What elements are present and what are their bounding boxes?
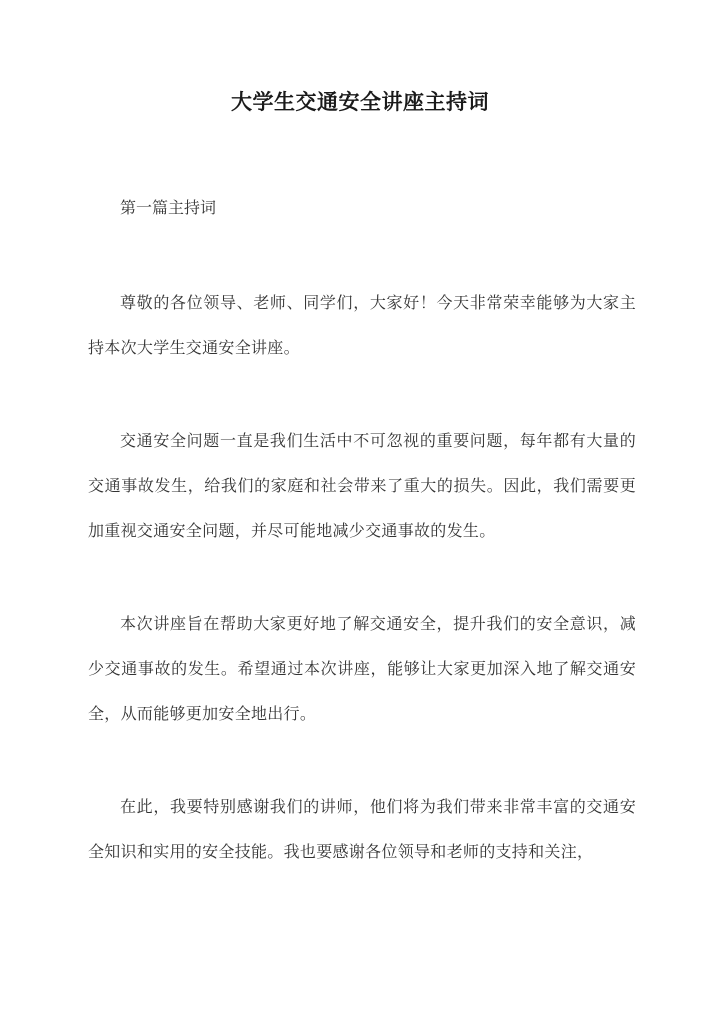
paragraph-traffic-problem: 交通安全问题一直是我们生活中不可忽视的重要问题，每年都有大量的交通事故发生，给我们的家庭和社会带来了重大的损失。因此，我们需要更加重视交通安全问题，并尽可能地减少交通事故的发生。: [88, 431, 636, 540]
paragraph-greeting: 尊敬的各位领导、老师、同学们，大家好！今天非常荣幸能够为大家主持本次大学生交通安全讲座。: [88, 293, 636, 357]
paragraph-lecture-purpose: 本次讲座旨在帮助大家更好地了解交通安全，提升我们的安全意识，减少交通事故的发生。希望通过本次讲座，能够让大家更加深入地了解交通安全，从而能够更加安全地出行。: [88, 614, 636, 723]
paragraph-thanks: 在此，我要特别感谢我们的讲师，他们将为我们带来非常丰富的交通安全知识和实用的安全技能。我也要感谢各位领导和老师的支持和关注，: [88, 797, 636, 861]
section-heading: 第一篇主持词: [120, 198, 217, 217]
document-title: 大学生交通安全讲座主持词: [231, 89, 489, 114]
